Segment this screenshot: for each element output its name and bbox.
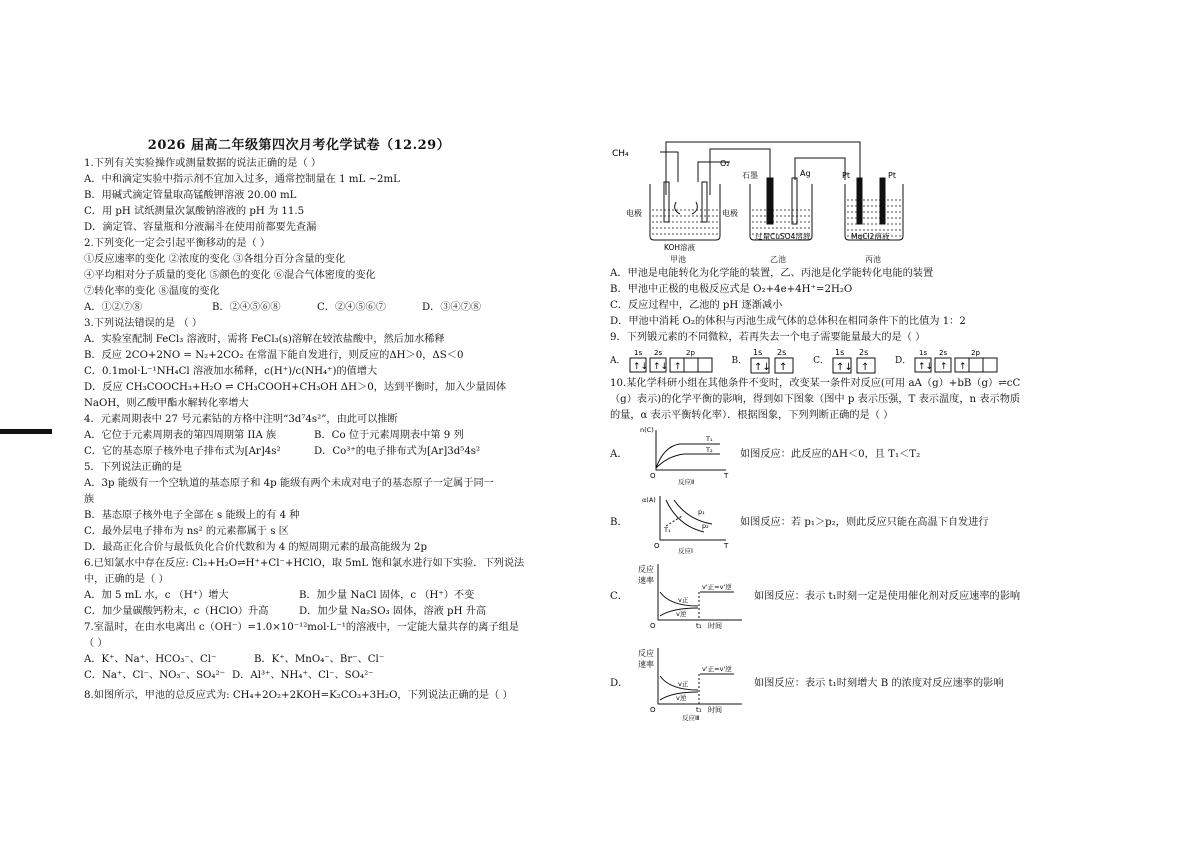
q2-line-3: ⑦转化率的变化 ⑧温度的变化 xyxy=(84,286,220,297)
q2-option-a: A．①②⑦⑧ xyxy=(84,302,143,313)
graph-a-origin: O xyxy=(650,472,656,480)
q7-option-d: D．Al³⁺、NH₄⁺、Cl⁻、SO₄²⁻ xyxy=(232,670,374,681)
q9a-1s: 1s xyxy=(633,349,642,357)
q9c-arrow2: ↑ xyxy=(861,362,870,373)
q10-graph-a xyxy=(638,424,734,486)
graph-b-y-label: α(A) xyxy=(642,496,656,504)
graph-b-caption: 反应Ⅰ xyxy=(678,547,693,554)
q9b-arrow2: ↑ xyxy=(779,362,788,373)
q4-option-c: C．它的基态原子核外电子排布式为[Ar]4s² xyxy=(84,446,281,457)
ag-electrode xyxy=(792,178,797,224)
graph-b-t1: T₁ xyxy=(664,526,671,534)
q9b-2s: 2s xyxy=(777,348,787,357)
graph-d-t1: t₁ xyxy=(696,706,702,714)
q9-option-c-label: C． xyxy=(813,356,830,366)
q1-option-c: C．用 pH 试纸测量次氯酸钠溶液的 pH 为 11.5 xyxy=(84,206,305,217)
ch4-tube xyxy=(660,152,678,182)
graph-b-p1: p₁ xyxy=(698,508,705,516)
q9-orbital-diagram-d xyxy=(911,347,1003,375)
q3-option-c: C．0.1mol·L⁻¹NH₄Cl 溶液加水稀释，c(H⁺)/c(NH₄⁺)的值增大 xyxy=(84,366,378,377)
q5-option-d: D．最高正化合价与最低负化合价代数和为 4 的短周期元素的最高能级为 2p xyxy=(84,542,427,553)
q4-options-cd xyxy=(84,444,514,460)
graph-c-origin: O xyxy=(650,622,656,630)
q1-option-a: A．中和滴定实验中指示剂不宜加入过多，通常控制量在 1 mL ~2mL xyxy=(84,174,400,185)
q6-stem-cont: 中，正确的是（ ） xyxy=(84,574,169,585)
q10-option-b-text: 如图反应：若 p₁＞p₂，则此反应只能在高温下自发进行 xyxy=(740,517,989,528)
graph-a-t1: T₁ xyxy=(706,435,713,443)
right-column xyxy=(610,140,1050,722)
q10-option-d-label: D． xyxy=(610,678,629,689)
cuso4-solution xyxy=(752,210,810,234)
q9a-arrows2: ↑↓ xyxy=(652,362,668,372)
wire-inner xyxy=(710,149,770,195)
q10-option-a-text: 如图反应：此反应的ΔH＜0，且 T₁＜T₂ xyxy=(740,449,921,460)
bing-label: 丙池 xyxy=(865,255,881,264)
q8-option-a: A．甲池是电能转化为化学能的装置，乙、丙池是化学能转化电能的装置 xyxy=(610,268,934,279)
q10-stem-cont-1: （g）表示)的化学平衡的影响，得到如下图象（图中 p 表示压强，T 表示温度，n 表示物质 xyxy=(610,394,1021,405)
q9-option-c xyxy=(813,347,881,375)
gas-tube-b xyxy=(692,202,697,214)
graph-b-x-label: T xyxy=(724,542,729,550)
q6-option-b: B．加少量 NaCl 固体，c （H⁺）不变 xyxy=(299,590,475,601)
q2-option-d: D．③④⑦⑧ xyxy=(422,302,482,313)
q9d-1s: 1s xyxy=(919,349,928,357)
q6-options-cd xyxy=(84,604,514,620)
q9-option-b xyxy=(732,347,800,375)
pt-electrode-2 xyxy=(880,178,885,224)
q3-stem: 3.下列说法错误的是 （ ） xyxy=(84,318,203,329)
q9d-arrow3: ↑ xyxy=(959,362,967,372)
q9c-2s: 2s xyxy=(859,348,869,357)
q4-stem: 4．元素周期表中 27 号元素钴的方格中注明“3d⁷4s²”，由此可以推断 xyxy=(84,414,398,425)
graph-a-t2: T₂ xyxy=(706,446,713,454)
graph-d-v-eq: v'正=v'逆 xyxy=(702,665,732,673)
q7-option-b: B．K⁺、MnO₄⁻、Br⁻、Cl⁻ xyxy=(254,654,385,665)
q6-option-a: A．加 5 mL 水，c （H⁺）增大 xyxy=(84,590,229,601)
q10-graph-c xyxy=(638,562,748,632)
q9-orbital-diagram-b xyxy=(747,347,799,375)
graph-a-y-label: n(C) xyxy=(640,426,654,434)
q9-orbital-diagram-c xyxy=(829,347,881,375)
q9-option-d-label: D． xyxy=(895,356,912,366)
gas-tube-a xyxy=(675,202,680,214)
q8-stem: 8.如图所示，甲池的总反应式为: CH₄+2O₂+2KOH=K₂CO₃+3H₂O，下列说法正确的是（ ） xyxy=(84,690,513,701)
graphite-label: 石墨 xyxy=(742,171,758,180)
graph-d-v-rev: v逆 xyxy=(676,694,687,702)
graphite-electrode xyxy=(767,178,773,224)
yi-label: 乙池 xyxy=(770,255,786,264)
q10-option-b xyxy=(610,492,1050,554)
q9a-2s: 2s xyxy=(653,349,662,357)
q9a-2p: 2p xyxy=(685,349,695,357)
pt-electrode-1 xyxy=(857,178,862,224)
graph-c-v-rev: v逆 xyxy=(676,610,687,618)
q10-graph-b xyxy=(638,492,734,554)
o2-label: O₂ xyxy=(720,159,730,168)
q7-stem: 7.室温时，在由水电离出 c（OH⁻）=1.0×10⁻¹²mol·L⁻¹的溶液中，一定能大量共存的离子组是 xyxy=(84,622,520,633)
graph-a-caption: 反应Ⅱ xyxy=(678,478,695,486)
q10-option-b-label: B． xyxy=(610,517,628,528)
q3-option-a: A．实验室配制 FeCl₃ 溶液时，需将 FeCl₃(s)溶解在较浓盐酸中，然后加水稀释 xyxy=(84,334,445,345)
q10-stem-cont-2: 的量，α 表示平衡转化率）．根据图象，下列判断正确的是（ ） xyxy=(610,410,894,421)
left-column xyxy=(84,138,525,704)
mgcl2-solution xyxy=(847,200,901,236)
q4-option-a: A．它位于元素周期表的第四周期第 IIA 族 xyxy=(84,430,277,441)
q9d-2p: 2p xyxy=(971,349,981,357)
q3-option-b: B．反应 2CO+2NO = N₂+2CO₂ 在常温下能自发进行，则反应的ΔH＞0，ΔS＜0 xyxy=(84,350,464,361)
mgcl2-label: MgCl2溶液 xyxy=(851,232,890,241)
ag-label: Ag xyxy=(800,169,811,178)
graph-c-y-label-2: 速率 xyxy=(638,576,654,585)
q10-option-d-text: 如图反应：表示 t₁时刻增大 B 的浓度对反应速率的影响 xyxy=(754,678,1004,689)
graph-d-caption: 反应Ⅲ xyxy=(682,714,700,722)
koh-label: KOH溶液 xyxy=(664,243,696,252)
ch4-label: CH₄ xyxy=(612,149,629,159)
jia-label: 甲池 xyxy=(670,255,686,264)
q10-option-c-label: C． xyxy=(610,591,628,602)
q3-option-d: D．反应 CH₃COOCH₃+H₂O ⇌ CH₃COOH+CH₃OH ΔH＞0，达到平衡时，加入少量固体 xyxy=(84,382,507,393)
q9b-arrows: ↑↓ xyxy=(754,362,771,373)
q2-option-b: B．②④⑤⑥⑧ xyxy=(212,302,281,313)
q7-options-ab xyxy=(84,652,514,668)
graph-c-x-label: 时间 xyxy=(708,622,722,630)
q9d-arrow2: ↑ xyxy=(940,362,948,372)
q5-option-b: B．基态原子核外电子全部在 s 能级上的有 4 种 xyxy=(84,510,300,521)
q6-option-d: D．加少量 Na₂SO₃ 固体，溶液 pH 升高 xyxy=(299,606,487,617)
graph-c-t1: t₁ xyxy=(696,622,702,630)
q9-option-a-label: A． xyxy=(610,356,626,366)
q1-option-b: B．用碱式滴定管量取高锰酸钾溶液 20.00 mL xyxy=(84,190,297,201)
q6-option-c: C．加少量碳酸钙粉末，c（HClO）升高 xyxy=(84,606,269,617)
koh-solution xyxy=(652,210,718,234)
q9-options xyxy=(610,346,1050,376)
q8-option-d: D．甲池中消耗 O₂的体积与丙池生成气体的总体积在相同条件下的比值为 1：2 xyxy=(610,316,966,327)
q5-option-c: C．最外层电子排布为 ns² 的元素都属于 s 区 xyxy=(84,526,289,537)
q9b-1s: 1s xyxy=(753,348,763,357)
q2-line-2: ④平均相对分子质量的变化 ⑤颜色的变化 ⑥混合气体密度的变化 xyxy=(84,270,376,281)
electrochem-cells-figure xyxy=(610,140,910,252)
q9a-arrow3: ↑ xyxy=(673,362,682,372)
pt-label-1: Pt xyxy=(842,171,850,180)
q8-option-b: B．甲池中正极的电极反应式是 O₂+4e+4H⁺=2H₂O xyxy=(610,284,853,295)
graph-d-y-label-1: 反应 xyxy=(638,649,654,658)
q7-option-a: A．K⁺、Na⁺、HCO₃⁻、Cl⁻ xyxy=(84,654,217,665)
q9c-arrows: ↑↓ xyxy=(836,362,853,373)
q9-stem: 9．下列锻元素的不同微粒，若再失去一个电子需要能量最大的是（ ） xyxy=(610,332,926,343)
graph-a-x-label: T xyxy=(724,472,729,480)
q6-stem: 6.已知氯水中存在反应: Cl₂+H₂O⇌H⁺+Cl⁻+HClO，取 5mL 饱和氯水进行如下实验．下列说法 xyxy=(84,558,525,569)
graph-d-origin: O xyxy=(650,706,656,714)
q9d-arrows: ↑↓ xyxy=(918,362,934,372)
q4-options-ab xyxy=(84,428,514,444)
q2-stem: 2.下列变化一定会引起平衡移动的是（ ） xyxy=(84,238,271,249)
q10-option-a-label: A． xyxy=(610,449,628,460)
exam-title: 2026 届高二年级第四次月考化学试卷（12.29） xyxy=(147,138,451,153)
graph-d-v-fwd: v正 xyxy=(678,680,689,688)
margin-bar xyxy=(0,429,52,434)
q9-option-d xyxy=(895,347,1003,375)
q9a-arrows: ↑↓ xyxy=(632,362,648,372)
q7-options-cd xyxy=(84,668,514,684)
q9c-1s: 1s xyxy=(835,348,845,357)
graph-c-v-fwd: v正 xyxy=(678,596,689,604)
cuso4-label: 过量CuSO4溶液 xyxy=(755,232,811,241)
graph-d-x-label: 时间 xyxy=(708,706,722,714)
q9-option-a xyxy=(610,347,718,375)
q6-options-ab xyxy=(84,588,514,604)
graph-b-origin: O xyxy=(654,542,660,550)
wire-outer xyxy=(666,142,860,195)
electrode-label-left: 电极 xyxy=(626,209,642,218)
q10-option-c-text: 如图反应：表示 t₁时刻一定是使用催化剂对反应速率的影响 xyxy=(754,591,1021,602)
q10-graph-d xyxy=(638,646,748,722)
graph-c-v-eq: v'正=v'逆 xyxy=(702,583,732,591)
graph-b-p2: p₂ xyxy=(702,522,709,530)
q7-option-c: C．Na⁺、Cl⁻、NO₃⁻、SO₄²⁻ xyxy=(84,670,225,681)
pt-label-2: Pt xyxy=(888,171,896,180)
q5-option-a-cont: 族 xyxy=(84,494,95,505)
q1-option-d: D．滴定管、容量瓶和分液漏斗在使用前都要先查漏 xyxy=(84,222,317,233)
q2-options xyxy=(84,300,514,316)
q1-stem: 1.下列有关实验操作或测量数据的说法正确的是（ ） xyxy=(84,158,322,169)
q2-line-1: ①反应速率的变化 ②浓度的变化 ③各组分百分含量的变化 xyxy=(84,254,346,265)
q4-option-d: D．Co³⁺的电子排布式为[Ar]3d⁵4s² xyxy=(314,446,481,457)
q10-option-d xyxy=(610,646,1050,722)
q2-option-c: C．②④⑤⑥⑦ xyxy=(317,302,386,313)
q9-option-b-label: B． xyxy=(731,356,748,366)
q7-stem-cont: （ ） xyxy=(84,638,108,649)
graph-d-y-label-2: 速率 xyxy=(638,660,654,669)
q10-option-a xyxy=(610,424,1050,486)
q10-option-c xyxy=(610,562,1050,632)
graph-c-y-label-1: 反应 xyxy=(638,565,654,574)
q9d-2s: 2s xyxy=(939,349,948,357)
q10-stem: 10.某化学科研小组在其他条件不变时，改变某一条件对反应(可用 aA（g）+bB（g）⇌cC xyxy=(610,378,1021,389)
electrode-label-right: 电极 xyxy=(722,209,738,218)
q9-orbital-diagram-a xyxy=(626,347,718,375)
q8-option-c: C．反应过程中，乙池的 pH 逐渐减小 xyxy=(610,300,783,311)
q3-option-d-cont: NaOH，则乙酸甲酯水解转化率增大 xyxy=(84,398,249,409)
q5-stem: 5．下列说法正确的是 xyxy=(84,462,183,473)
q4-option-b: B．Co 位于元素周期表中第 9 列 xyxy=(314,430,464,441)
q5-option-a: A．3p 能级有一个空轨道的基态原子和 4p 能级有两个未成对电子的基态原子一定属于同一 xyxy=(84,478,494,489)
